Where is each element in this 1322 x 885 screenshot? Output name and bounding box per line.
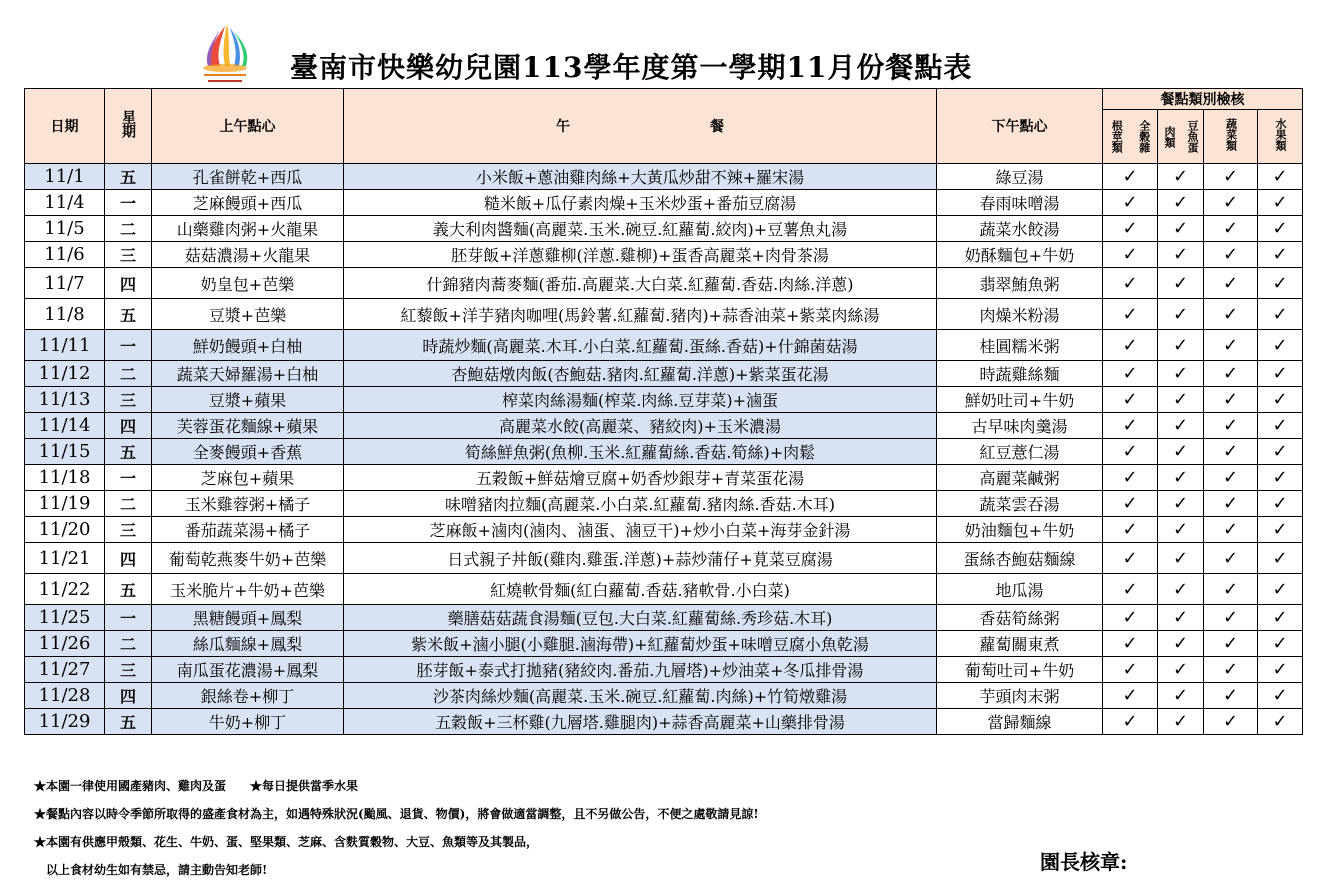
weekday-cell: 三 <box>105 657 152 683</box>
weekday-cell: 二 <box>105 361 152 387</box>
afternoon-snack-cell: 鮮奶吐司+牛奶 <box>937 387 1103 413</box>
check-mark: ✓ <box>1204 465 1258 491</box>
check-mark: ✓ <box>1204 517 1258 543</box>
morning-snack-cell: 菇菇濃湯+火龍果 <box>152 242 344 268</box>
weekday-cell: 四 <box>105 683 152 709</box>
date-cell: 11/6 <box>25 242 105 268</box>
check-mark: ✓ <box>1258 361 1303 387</box>
table-row <box>25 465 1303 491</box>
check-mark: ✓ <box>1103 242 1158 268</box>
check-mark: ✓ <box>1103 413 1158 439</box>
weekday-cell: 五 <box>105 439 152 465</box>
note-line: ★餐點內容以時令季節所取得的盛產食材為主，如遇特殊狀況(颱風、退貨、物價)，將會做適當調整，且不另做公告，不便之處敬請見諒! <box>34 807 759 821</box>
table-row <box>25 605 1303 631</box>
afternoon-snack-cell: 翡翠鮪魚粥 <box>937 268 1103 299</box>
morning-snack-cell: 奶皇包+芭樂 <box>152 268 344 299</box>
afternoon-snack-cell: 高麗菜鹹粥 <box>937 465 1103 491</box>
lunch-cell: 小米飯+蔥油雞肉絲+大黃瓜炒甜不辣+羅宋湯 <box>344 164 937 190</box>
header-check-protein: 肉類 豆魚蛋 <box>1158 110 1204 164</box>
table-row <box>25 387 1303 413</box>
check-mark: ✓ <box>1158 439 1204 465</box>
check-mark: ✓ <box>1158 242 1204 268</box>
table-row <box>25 683 1303 709</box>
date-cell: 11/4 <box>25 190 105 216</box>
morning-snack-cell: 銀絲卷+柳丁 <box>152 683 344 709</box>
check-mark: ✓ <box>1103 268 1158 299</box>
weekday-cell: 四 <box>105 413 152 439</box>
table-row <box>25 330 1303 361</box>
lunch-cell: 五穀飯+三杯雞(九層塔.雞腿肉)+蒜香高麗菜+山藥排骨湯 <box>344 709 937 735</box>
morning-snack-cell: 牛奶+柳丁 <box>152 709 344 735</box>
check-mark: ✓ <box>1103 543 1158 574</box>
table-row <box>25 299 1303 330</box>
check-mark: ✓ <box>1103 657 1158 683</box>
lunch-cell: 筍絲鮮魚粥(魚柳.玉米.紅蘿蔔絲.香菇.筍絲)+肉鬆 <box>344 439 937 465</box>
check-mark: ✓ <box>1204 439 1258 465</box>
weekday-cell: 三 <box>105 517 152 543</box>
weekday-cell: 五 <box>105 299 152 330</box>
check-mark: ✓ <box>1158 465 1204 491</box>
check-mark: ✓ <box>1158 683 1204 709</box>
lunch-cell: 胚芽飯+泰式打拋豬(豬絞肉.番茄.九層塔)+炒油菜+冬瓜排骨湯 <box>344 657 937 683</box>
check-mark: ✓ <box>1258 709 1303 735</box>
check-mark: ✓ <box>1103 491 1158 517</box>
morning-snack-cell: 玉米雞蓉粥+橘子 <box>152 491 344 517</box>
morning-snack-cell: 葡萄乾燕麥牛奶+芭樂 <box>152 543 344 574</box>
check-mark: ✓ <box>1103 631 1158 657</box>
header-lunch: 午 餐 <box>344 89 937 164</box>
check-mark: ✓ <box>1103 465 1158 491</box>
weekday-cell: 三 <box>105 387 152 413</box>
date-cell: 11/8 <box>25 299 105 330</box>
check-mark: ✓ <box>1204 216 1258 242</box>
afternoon-snack-cell: 時蔬雞絲麵 <box>937 361 1103 387</box>
date-cell: 11/5 <box>25 216 105 242</box>
date-cell: 11/11 <box>25 330 105 361</box>
check-mark: ✓ <box>1258 517 1303 543</box>
weekday-cell: 一 <box>105 190 152 216</box>
weekday-cell: 一 <box>105 605 152 631</box>
check-mark: ✓ <box>1204 164 1258 190</box>
check-mark: ✓ <box>1204 543 1258 574</box>
date-cell: 11/19 <box>25 491 105 517</box>
check-mark: ✓ <box>1158 517 1204 543</box>
check-mark: ✓ <box>1103 517 1158 543</box>
date-cell: 11/12 <box>25 361 105 387</box>
check-mark: ✓ <box>1103 164 1158 190</box>
afternoon-snack-cell: 香菇筍絲粥 <box>937 605 1103 631</box>
date-cell: 11/1 <box>25 164 105 190</box>
check-mark: ✓ <box>1103 361 1158 387</box>
check-mark: ✓ <box>1258 299 1303 330</box>
afternoon-snack-cell: 奶油麵包+牛奶 <box>937 517 1103 543</box>
check-mark: ✓ <box>1258 543 1303 574</box>
check-mark: ✓ <box>1258 574 1303 605</box>
meal-table <box>24 88 1303 735</box>
afternoon-snack-cell: 蛋絲杏鮑菇麵線 <box>937 543 1103 574</box>
date-cell: 11/14 <box>25 413 105 439</box>
header-check-fruits: 水果類 <box>1258 110 1303 164</box>
morning-snack-cell: 豆漿+蘋果 <box>152 387 344 413</box>
check-mark: ✓ <box>1204 330 1258 361</box>
check-mark: ✓ <box>1258 631 1303 657</box>
check-mark: ✓ <box>1258 413 1303 439</box>
check-mark: ✓ <box>1103 190 1158 216</box>
afternoon-snack-cell: 蔬菜雲吞湯 <box>937 491 1103 517</box>
table-row <box>25 631 1303 657</box>
afternoon-snack-cell: 桂圓糯米粥 <box>937 330 1103 361</box>
check-mark: ✓ <box>1204 268 1258 299</box>
note-line: ★本園有供應甲殼類、花生、牛奶、蛋、堅果類、芝麻、含麩質穀物、大豆、魚類等及其製品， <box>34 835 539 849</box>
date-cell: 11/15 <box>25 439 105 465</box>
check-mark: ✓ <box>1204 605 1258 631</box>
check-mark: ✓ <box>1103 709 1158 735</box>
check-mark: ✓ <box>1258 190 1303 216</box>
morning-snack-cell: 山藥雞肉粥+火龍果 <box>152 216 344 242</box>
check-mark: ✓ <box>1158 413 1204 439</box>
morning-snack-cell: 芙蓉蛋花麵線+蘋果 <box>152 413 344 439</box>
morning-snack-cell: 全麥饅頭+香蕉 <box>152 439 344 465</box>
lunch-cell: 榨菜肉絲湯麵(榨菜.肉絲.豆芽菜)+滷蛋 <box>344 387 937 413</box>
header-check-group: 餐點類別檢核 <box>1103 89 1303 110</box>
check-mark: ✓ <box>1204 361 1258 387</box>
lunch-cell: 五穀飯+鮮菇燴豆腐+奶香炒銀芽+青菜蛋花湯 <box>344 465 937 491</box>
table-row <box>25 439 1303 465</box>
morning-snack-cell: 豆漿+芭樂 <box>152 299 344 330</box>
table-row <box>25 361 1303 387</box>
check-mark: ✓ <box>1158 387 1204 413</box>
afternoon-snack-cell: 蘿蔔關東煮 <box>937 631 1103 657</box>
morning-snack-cell: 鮮奶饅頭+白柚 <box>152 330 344 361</box>
morning-snack-cell: 芝麻饅頭+西瓜 <box>152 190 344 216</box>
weekday-cell: 二 <box>105 216 152 242</box>
afternoon-snack-cell: 綠豆湯 <box>937 164 1103 190</box>
check-mark: ✓ <box>1158 330 1204 361</box>
check-mark: ✓ <box>1258 164 1303 190</box>
logo-line <box>204 74 246 76</box>
lunch-cell: 沙茶肉絲炒麵(高麗菜.玉米.碗豆.紅蘿蔔.肉絲)+竹筍燉雞湯 <box>344 683 937 709</box>
notes <box>34 772 759 884</box>
table-row <box>25 491 1303 517</box>
check-mark: ✓ <box>1158 361 1204 387</box>
morning-snack-cell: 芝麻包+蘋果 <box>152 465 344 491</box>
lunch-cell: 日式親子丼飯(雞肉.雞蛋.洋蔥)+蒜炒蒲仔+莧菜豆腐湯 <box>344 543 937 574</box>
check-mark: ✓ <box>1258 242 1303 268</box>
afternoon-snack-cell: 肉燥米粉湯 <box>937 299 1103 330</box>
check-mark: ✓ <box>1158 709 1204 735</box>
afternoon-snack-cell: 紅豆薏仁湯 <box>937 439 1103 465</box>
check-mark: ✓ <box>1158 299 1204 330</box>
weekday-cell: 五 <box>105 709 152 735</box>
meal-table-body <box>25 164 1303 735</box>
table-row <box>25 242 1303 268</box>
logo-flame <box>203 24 247 72</box>
table-row <box>25 517 1303 543</box>
morning-snack-cell: 玉米脆片+牛奶+芭樂 <box>152 574 344 605</box>
date-cell: 11/21 <box>25 543 105 574</box>
lunch-cell: 藥膳菇菇蔬食湯麵(豆包.大白菜.紅蘿蔔絲.秀珍菇.木耳) <box>344 605 937 631</box>
weekday-cell: 四 <box>105 268 152 299</box>
lunch-cell: 糙米飯+瓜仔素肉燥+玉米炒蛋+番茄豆腐湯 <box>344 190 937 216</box>
date-cell: 11/29 <box>25 709 105 735</box>
principal-signature-label: 園長核章: <box>1040 850 1128 874</box>
afternoon-snack-cell: 葡萄吐司+牛奶 <box>937 657 1103 683</box>
note-line: ★本園一律使用國產豬肉、雞肉及蛋 ★每日提供當季水果 <box>34 779 359 793</box>
check-mark: ✓ <box>1204 413 1258 439</box>
lunch-cell: 高麗菜水餃(高麗菜、豬絞肉)+玉米濃湯 <box>344 413 937 439</box>
lunch-cell: 芝麻飯+滷肉(滷肉、滷蛋、滷豆干)+炒小白菜+海芽金針湯 <box>344 517 937 543</box>
date-cell: 11/22 <box>25 574 105 605</box>
check-mark: ✓ <box>1258 268 1303 299</box>
check-mark: ✓ <box>1258 216 1303 242</box>
weekday-cell: 一 <box>105 465 152 491</box>
date-cell: 11/27 <box>25 657 105 683</box>
check-mark: ✓ <box>1204 631 1258 657</box>
lunch-cell: 杏鮑菇燉肉飯(杏鮑菇.豬肉.紅蘿蔔.洋蔥)+紫菜蛋花湯 <box>344 361 937 387</box>
check-mark: ✓ <box>1258 330 1303 361</box>
afternoon-snack-cell: 春雨味噌湯 <box>937 190 1103 216</box>
date-cell: 11/25 <box>25 605 105 631</box>
lunch-cell: 義大利肉醬麵(高麗菜.玉米.碗豆.紅蘿蔔.絞肉)+豆薯魚丸湯 <box>344 216 937 242</box>
check-mark: ✓ <box>1158 190 1204 216</box>
weekday-cell: 二 <box>105 631 152 657</box>
morning-snack-cell: 蔬菜天婦羅湯+白柚 <box>152 361 344 387</box>
table-row <box>25 574 1303 605</box>
morning-snack-cell: 黑糖饅頭+鳳梨 <box>152 605 344 631</box>
check-mark: ✓ <box>1204 491 1258 517</box>
lunch-cell: 時蔬炒麵(高麗菜.木耳.小白菜.紅蘿蔔.蛋絲.香菇)+什錦菌菇湯 <box>344 330 937 361</box>
header-check-vegetables: 蔬菜類 <box>1204 110 1258 164</box>
table-row <box>25 268 1303 299</box>
check-mark: ✓ <box>1158 574 1204 605</box>
weekday-cell: 五 <box>105 574 152 605</box>
afternoon-snack-cell: 古早味肉羹湯 <box>937 413 1103 439</box>
check-mark: ✓ <box>1258 491 1303 517</box>
check-mark: ✓ <box>1103 574 1158 605</box>
date-cell: 11/13 <box>25 387 105 413</box>
check-mark: ✓ <box>1103 299 1158 330</box>
table-row <box>25 543 1303 574</box>
check-mark: ✓ <box>1204 657 1258 683</box>
check-mark: ✓ <box>1103 605 1158 631</box>
lunch-cell: 紅燒軟骨麵(紅白蘿蔔.香菇.豬軟骨.小白菜) <box>344 574 937 605</box>
check-mark: ✓ <box>1158 605 1204 631</box>
logo-line <box>208 80 242 82</box>
weekday-cell: 四 <box>105 543 152 574</box>
morning-snack-cell: 孔雀餅乾+西瓜 <box>152 164 344 190</box>
morning-snack-cell: 南瓜蛋花濃湯+鳳梨 <box>152 657 344 683</box>
weekday-cell: 三 <box>105 242 152 268</box>
check-mark: ✓ <box>1158 268 1204 299</box>
table-row <box>25 190 1303 216</box>
check-mark: ✓ <box>1158 164 1204 190</box>
check-mark: ✓ <box>1204 387 1258 413</box>
check-mark: ✓ <box>1258 439 1303 465</box>
check-mark: ✓ <box>1204 709 1258 735</box>
table-row <box>25 413 1303 439</box>
check-mark: ✓ <box>1158 216 1204 242</box>
morning-snack-cell: 番茄蔬菜湯+橘子 <box>152 517 344 543</box>
lunch-cell: 味噌豬肉拉麵(高麗菜.小白菜.紅蘿蔔.豬肉絲.香菇.木耳) <box>344 491 937 517</box>
weekday-cell: 二 <box>105 491 152 517</box>
lunch-cell: 紅藜飯+洋芋豬肉咖哩(馬鈴薯.紅蘿蔔.豬肉)+蒜香油菜+紫菜肉絲湯 <box>344 299 937 330</box>
table-row <box>25 709 1303 735</box>
header-afternoon-snack: 下午點心 <box>937 89 1103 164</box>
check-mark: ✓ <box>1158 543 1204 574</box>
table-row <box>25 164 1303 190</box>
afternoon-snack-cell: 蔬菜水餃湯 <box>937 216 1103 242</box>
morning-snack-cell: 絲瓜麵線+鳳梨 <box>152 631 344 657</box>
note-line: 以上食材幼生如有禁忌，請主動告知老師! <box>34 863 268 877</box>
check-mark: ✓ <box>1103 330 1158 361</box>
afternoon-snack-cell: 當歸麵線 <box>937 709 1103 735</box>
date-cell: 11/26 <box>25 631 105 657</box>
check-mark: ✓ <box>1258 605 1303 631</box>
check-mark: ✓ <box>1158 631 1204 657</box>
check-mark: ✓ <box>1258 683 1303 709</box>
date-cell: 11/7 <box>25 268 105 299</box>
check-mark: ✓ <box>1158 657 1204 683</box>
date-cell: 11/18 <box>25 465 105 491</box>
page-title: 臺南市快樂幼兒園113學年度第一學期11月份餐點表 <box>290 51 973 84</box>
check-mark: ✓ <box>1204 683 1258 709</box>
check-mark: ✓ <box>1204 574 1258 605</box>
check-mark: ✓ <box>1158 491 1204 517</box>
afternoon-snack-cell: 芋頭肉末粥 <box>937 683 1103 709</box>
date-cell: 11/28 <box>25 683 105 709</box>
check-mark: ✓ <box>1103 216 1158 242</box>
check-mark: ✓ <box>1204 190 1258 216</box>
weekday-cell: 五 <box>105 164 152 190</box>
header-date: 日期 <box>25 89 105 164</box>
afternoon-snack-cell: 奶酥麵包+牛奶 <box>937 242 1103 268</box>
table-row <box>25 216 1303 242</box>
check-mark: ✓ <box>1103 387 1158 413</box>
lunch-cell: 紫米飯+滷小腿(小雞腿.滷海帶)+紅蘿蔔炒蛋+味噌豆腐小魚乾湯 <box>344 631 937 657</box>
header-morning-snack: 上午點心 <box>152 89 344 164</box>
check-mark: ✓ <box>1204 299 1258 330</box>
header-check-grains: 根莖類 全穀雜 <box>1103 110 1158 164</box>
afternoon-snack-cell: 地瓜湯 <box>937 574 1103 605</box>
table-row <box>25 657 1303 683</box>
lunch-cell: 什錦豬肉蕎麥麵(番茄.高麗菜.大白菜.紅蘿蔔.香菇.肉絲.洋蔥) <box>344 268 937 299</box>
check-mark: ✓ <box>1258 387 1303 413</box>
check-mark: ✓ <box>1103 683 1158 709</box>
check-mark: ✓ <box>1258 465 1303 491</box>
check-mark: ✓ <box>1103 439 1158 465</box>
lunch-cell: 胚芽飯+洋蔥雞柳(洋蔥.雞柳)+蛋香高麗菜+肉骨茶湯 <box>344 242 937 268</box>
header-weekday: 星期 <box>105 89 152 164</box>
kindergarten-logo <box>194 20 256 90</box>
weekday-cell: 一 <box>105 330 152 361</box>
check-mark: ✓ <box>1204 242 1258 268</box>
check-mark: ✓ <box>1258 657 1303 683</box>
date-cell: 11/20 <box>25 517 105 543</box>
